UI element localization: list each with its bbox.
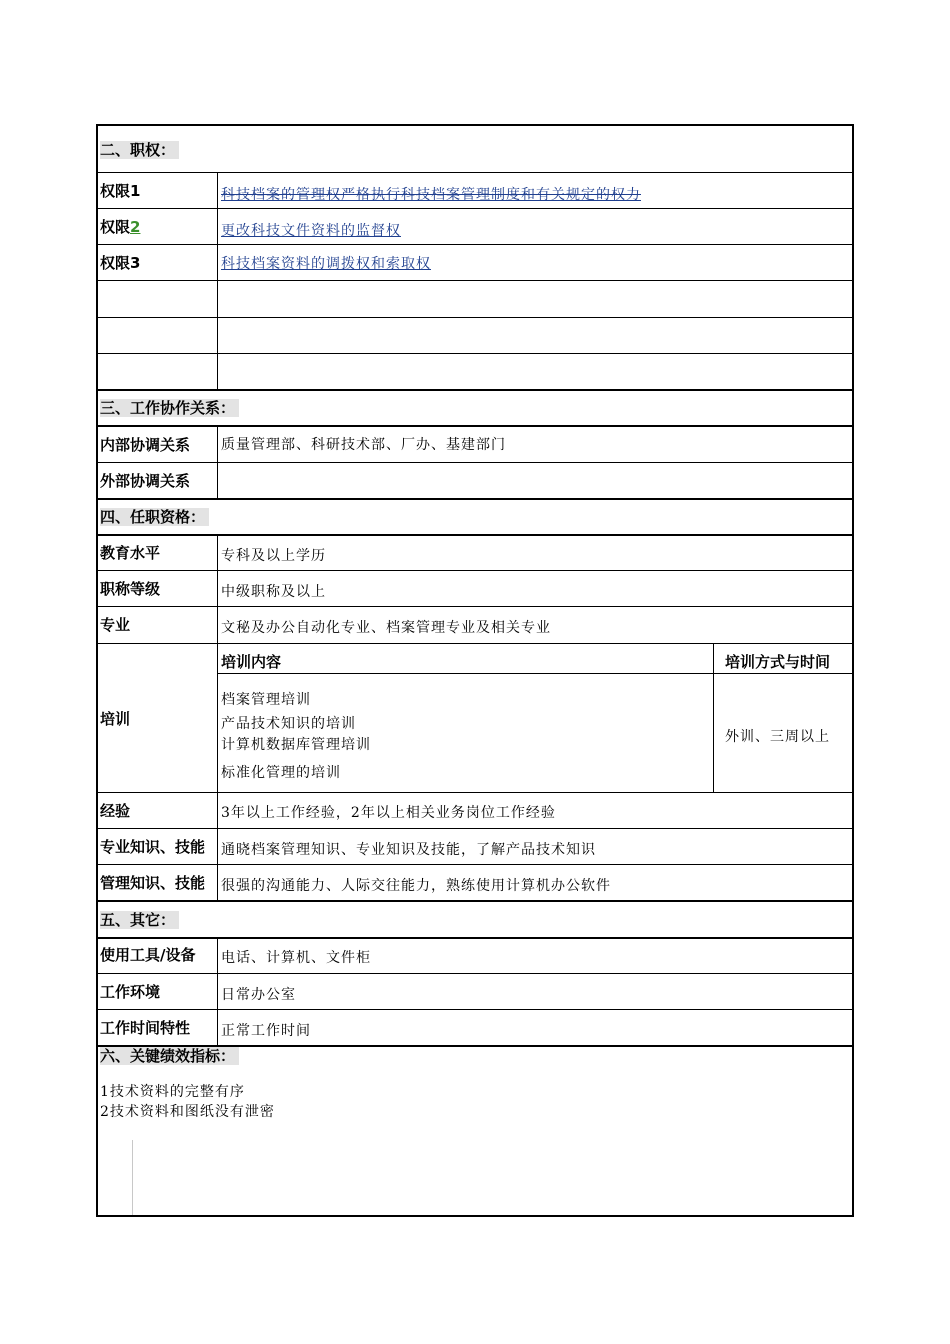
row-divider (96, 570, 854, 571)
column-divider (217, 425, 218, 498)
authority-label-2: 权限2 (100, 218, 141, 236)
row-divider (96, 317, 854, 318)
training-item: 计算机数据库管理培训 (221, 737, 371, 753)
management-skill-value: 很强的沟通能力、人际交往能力，熟练使用计算机办公软件 (221, 878, 611, 894)
row-divider (96, 172, 854, 173)
authority-value-2[interactable]: 更改科技文件资料的监督权 (221, 223, 401, 239)
training-method-header: 培训方式与时间 (725, 653, 831, 671)
tools-label: 使用工具/设备 (100, 946, 196, 964)
column-divider (217, 534, 218, 900)
training-item: 档案管理培训 (221, 692, 311, 708)
section-divider (96, 534, 854, 536)
section-title-kpi: 六、关键绩效指标： (100, 1047, 239, 1065)
professional-skill-label: 专业知识、技能 (100, 838, 206, 856)
training-label: 培训 (100, 710, 131, 728)
authority-label-1: 权限1 (100, 182, 141, 200)
section-title-authority: 二、职权： (100, 141, 179, 159)
row-divider (96, 353, 854, 354)
row-divider (96, 208, 854, 209)
section-title-other: 五、其它： (100, 911, 179, 929)
row-divider (96, 973, 854, 974)
education-label: 教育水平 (100, 544, 161, 562)
experience-value: 3年以上工作经验，2年以上相关业务岗位工作经验 (221, 805, 556, 821)
row-divider (96, 828, 854, 829)
row-divider (96, 643, 854, 644)
kpi-item: 1技术资料的完整有序 (100, 1084, 245, 1100)
experience-label: 经验 (100, 802, 131, 820)
row-divider (96, 792, 854, 793)
authority-label-3: 权限3 (100, 254, 141, 272)
internal-coordination-label: 内部协调关系 (100, 436, 191, 454)
row-divider (96, 864, 854, 865)
major-value: 文秘及办公自动化专业、档案管理专业及相关专业 (221, 620, 551, 636)
row-divider (96, 280, 854, 281)
cell-guide-line (132, 1140, 133, 1215)
training-item: 产品技术知识的培训 (221, 716, 356, 732)
title-level-value: 中级职称及以上 (221, 584, 326, 600)
environment-label: 工作环境 (100, 983, 161, 1001)
training-header-divider (218, 673, 854, 674)
internal-coordination-value: 质量管理部、科研技术部、厂办、基建部门 (221, 437, 506, 453)
education-value: 专科及以上学历 (221, 548, 326, 564)
authority-value-1[interactable]: 科技档案的管理权严格执行科技档案管理制度和有关规定的权力 (221, 187, 641, 203)
major-label: 专业 (100, 616, 131, 634)
column-divider (217, 172, 218, 389)
section-title-qualification: 四、任职资格： (100, 508, 209, 526)
section-divider (96, 900, 854, 902)
professional-skill-value: 通晓档案管理知识、专业知识及技能，了解产品技术知识 (221, 842, 596, 858)
training-item: 标准化管理的培训 (221, 765, 341, 781)
section-divider (96, 389, 854, 391)
work-time-value: 正常工作时间 (221, 1023, 311, 1039)
column-divider (217, 937, 218, 1045)
environment-value: 日常办公室 (221, 987, 296, 1003)
section-title-cooperation: 三、工作协作关系： (100, 399, 239, 417)
column-divider (713, 643, 714, 792)
tools-value: 电话、计算机、文件柜 (221, 950, 371, 966)
authority-value-3[interactable]: 科技档案资料的调拨权和索取权 (221, 256, 431, 272)
training-content-header: 培训内容 (221, 653, 282, 671)
row-divider (96, 244, 854, 245)
row-divider (96, 606, 854, 607)
row-divider (96, 462, 854, 463)
row-divider (96, 1009, 854, 1010)
external-coordination-label: 外部协调关系 (100, 472, 191, 490)
section-divider (96, 498, 854, 500)
kpi-item: 2技术资料和图纸没有泄密 (100, 1104, 275, 1120)
management-skill-label: 管理知识、技能 (100, 874, 206, 892)
section-divider (96, 425, 854, 427)
work-time-label: 工作时间特性 (100, 1019, 191, 1037)
section-divider (96, 937, 854, 939)
title-level-label: 职称等级 (100, 580, 161, 598)
training-method-value: 外训、三周以上 (725, 729, 830, 745)
